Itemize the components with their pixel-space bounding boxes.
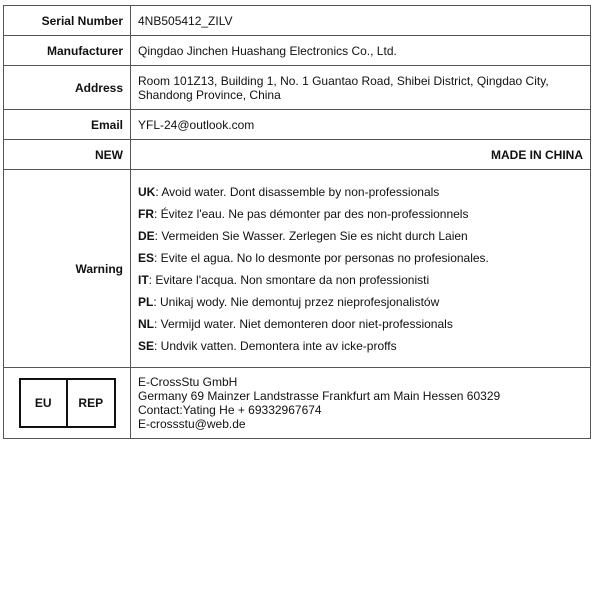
manufacturer-label: Manufacturer [4, 36, 131, 66]
eu-rep-address: Germany 69 Mainzer Landstrasse Frankfurt am Main Hessen 60329 [138, 389, 501, 403]
eu-rep-company: E-CrossStu GmbH [138, 375, 238, 389]
new-row [4, 140, 591, 170]
warning-line-es [138, 251, 583, 273]
warning-list [131, 170, 591, 368]
warning-code: DE [138, 229, 155, 243]
manufacturer-row [4, 36, 591, 66]
warning-line-fr [138, 207, 583, 229]
eu-rep-row [4, 368, 591, 439]
warning-line-pl [138, 295, 583, 317]
eu-rep-badge-eu: EU [34, 396, 52, 410]
warning-line-nl [138, 317, 583, 339]
warning-code: ES [138, 251, 155, 265]
warning-line-de [138, 229, 583, 251]
manufacturer-value: Qingdao Jinchen Huashang Electronics Co., Ltd. [131, 36, 591, 66]
eu-rep-details [131, 368, 591, 439]
address-label: Address [4, 66, 131, 110]
warning-code: FR [138, 207, 154, 221]
serial-number-value: 4NB505412_ZILV [131, 6, 591, 36]
warning-line-uk [138, 185, 583, 207]
warning-text: : Unikaj wody. Nie demontuj przez nieprofesjonalistów [153, 295, 440, 309]
address-value: Room 101Z13, Building 1, No. 1 Guantao Road, Shibei District, Qingdao City, Shandong Province, China [131, 66, 591, 110]
eu-rep-contact: Contact:Yating He + 69332967674 [138, 403, 322, 417]
eu-rep-badge-rep: REP [66, 380, 114, 426]
warning-code: PL [138, 295, 154, 309]
warning-text: : Evitare l'acqua. Non smontare da non professionisti [148, 273, 430, 287]
warning-code: NL [138, 317, 154, 331]
made-in-china-text: MADE IN CHINA [491, 147, 583, 162]
warning-text: : Avoid water. Dont disassemble by non-professionals [155, 185, 440, 199]
email-row [4, 110, 591, 140]
serial-number-row [4, 6, 591, 36]
warning-text: : Evite el agua. No lo desmonte por personas no profesionales. [154, 251, 489, 265]
warning-line-se [138, 339, 583, 361]
warning-code: UK [138, 185, 156, 199]
warning-code: SE [138, 339, 155, 353]
address-row [4, 66, 591, 110]
serial-number-label: Serial Number [4, 6, 131, 36]
eu-rep-symbol [19, 378, 116, 428]
warning-row [4, 170, 591, 368]
warning-text: : Vermeiden Sie Wasser. Zerlegen Sie es nicht durch Laien [154, 229, 468, 243]
warning-text: : Évitez l'eau. Ne pas démonter par des non-professionnels [154, 207, 469, 221]
product-label-table [3, 5, 591, 439]
eu-rep-email: E-crossstu@web.de [138, 417, 246, 431]
new-label: NEW [4, 140, 131, 170]
warning-code: IT [138, 273, 149, 287]
email-label: Email [4, 110, 131, 140]
warning-text: : Vermijd water. Niet demonteren door niet-professionals [154, 317, 453, 331]
email-value: YFL-24@outlook.com [131, 110, 591, 140]
warning-line-it [138, 273, 583, 295]
warning-label: Warning [4, 170, 131, 368]
warning-text: : Undvik vatten. Demontera inte av icke-proffs [154, 339, 397, 353]
eu-rep-symbol-cell [4, 368, 131, 439]
